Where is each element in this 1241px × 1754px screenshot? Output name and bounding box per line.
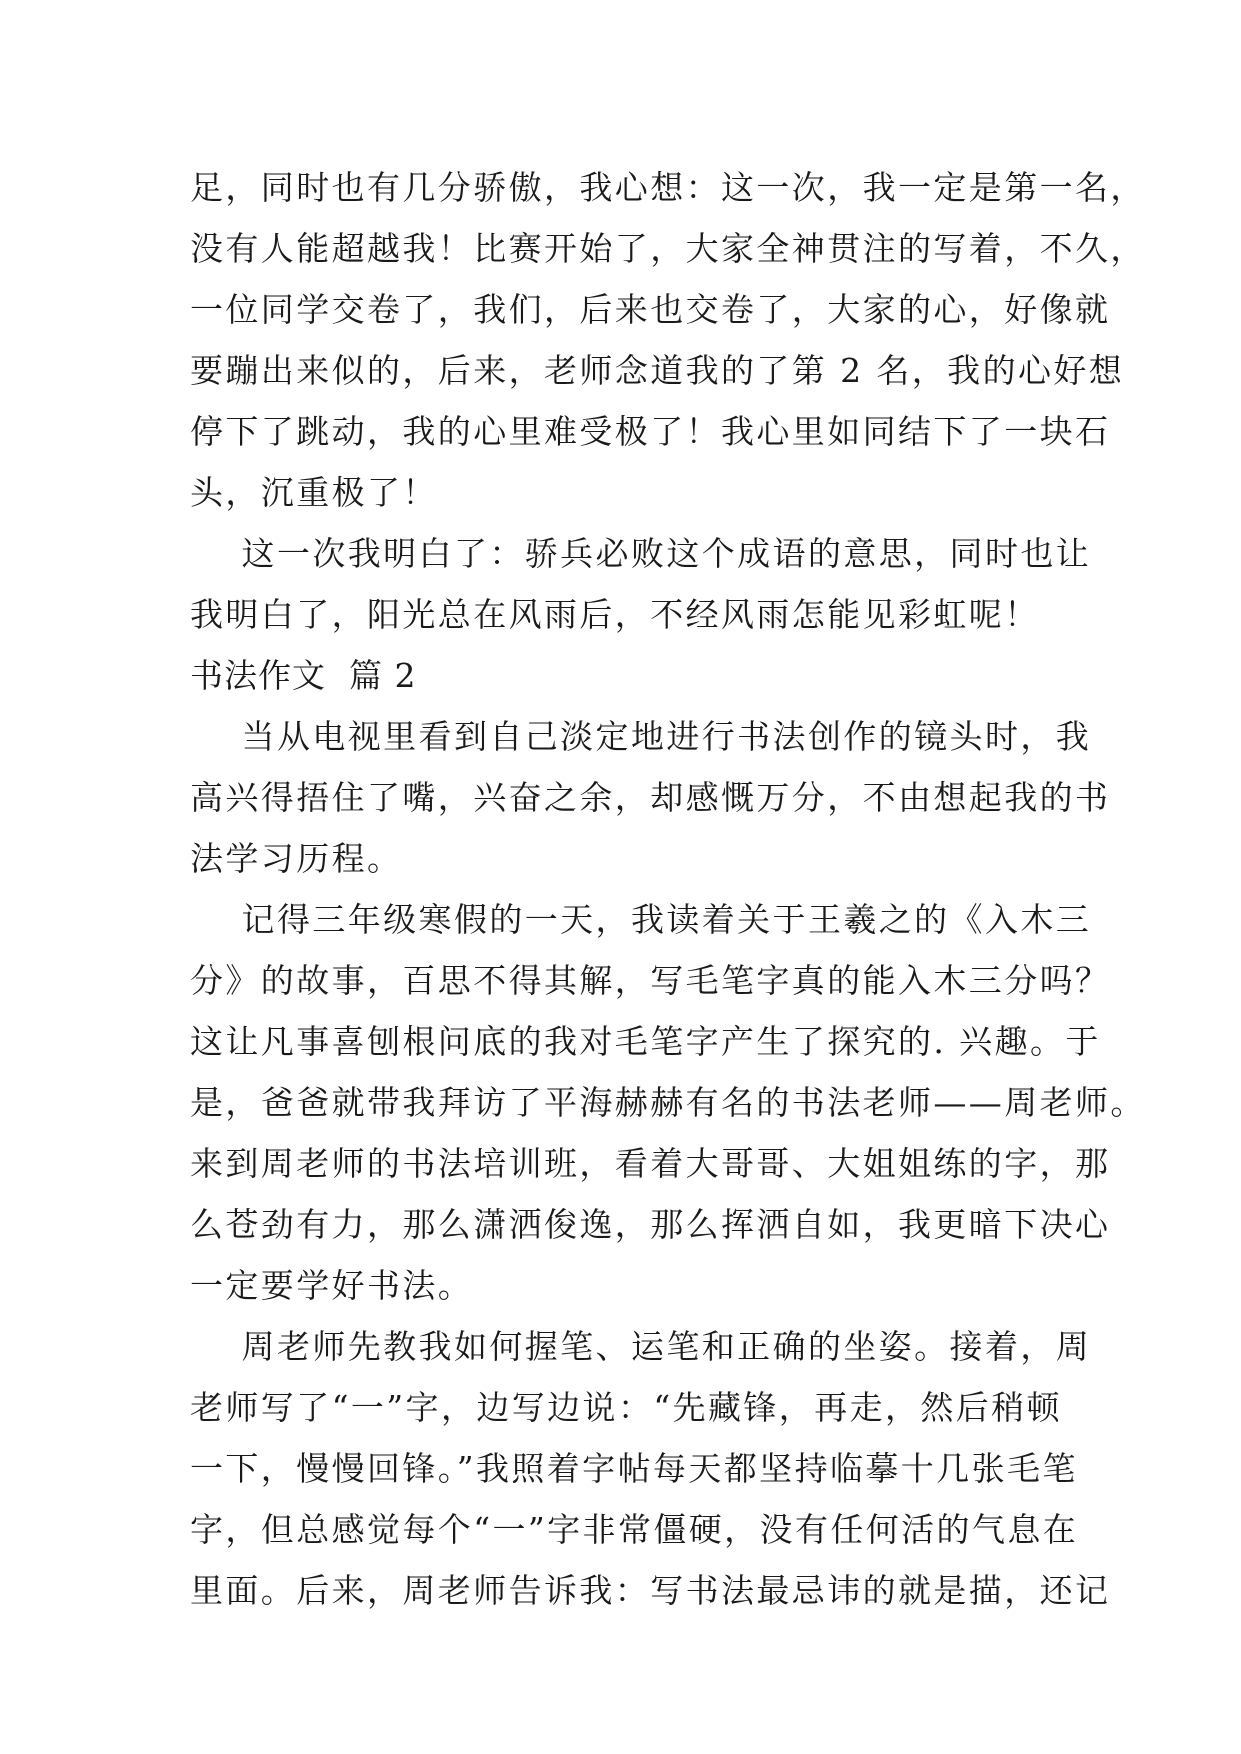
text-line: 么苍劲有力，那么潇洒俊逸，那么挥洒自如，我更暗下决心	[190, 1205, 1111, 1244]
text-line: 这让凡事喜刨根问底的我对毛笔字产生了探究的. 兴趣。于	[190, 1022, 1101, 1061]
text-line: 这一次我明白了：骄兵必败这个成语的意思，同时也让	[190, 534, 1092, 573]
text-line: 足，同时也有几分骄傲，我心想：这一次，我一定是第一名，	[190, 168, 1146, 207]
text-line: 老师写了“一”字，边写边说：“先藏锋，再走，然后稍顿	[190, 1388, 1063, 1427]
text-line: 停下了跳动，我的心里难受极了！我心里如同结下了一块石	[190, 412, 1111, 451]
text-line: 头，沉重极了！	[190, 473, 438, 512]
text-line: 里面。后来，周老师告诉我：写书法最忌讳的就是描，还记	[190, 1571, 1111, 1610]
text-line: 分》的故事，百思不得其解，写毛笔字真的能入木三分吗？	[190, 961, 1111, 1000]
text-line: 是，爸爸就带我拜访了平海赫赫有名的书法老师——周老师。	[190, 1083, 1146, 1122]
text-line: 我明白了，阳光总在风雨后，不经风雨怎能见彩虹呢！	[190, 595, 1040, 634]
text-line: 周老师先教我如何握笔、运笔和正确的坐姿。接着，周	[190, 1327, 1092, 1366]
text-line: 法学习历程。	[190, 839, 403, 878]
text-line: 一下，慢慢回锋。”我照着字帖每天都坚持临摹十几张毛笔	[190, 1449, 1078, 1488]
text-line: 要蹦出来似的，后来，老师念道我的了第 2 名，我的心好想	[190, 351, 1125, 390]
text-line: 一位同学交卷了，我们，后来也交卷了，大家的心，好像就	[190, 290, 1111, 329]
text-line: 没有人能超越我！比赛开始了，大家全神贯注的写着，不久，	[190, 229, 1146, 268]
text-line: 高兴得捂住了嘴，兴奋之余，却感慨万分，不由想起我的书	[190, 778, 1111, 817]
section-heading: 书法作文 篇 2	[190, 656, 417, 695]
text-line: 来到周老师的书法培训班，看着大哥哥、大姐姐练的字，那	[190, 1144, 1111, 1183]
text-line: 记得三年级寒假的一天，我读着关于王羲之的《入木三	[190, 900, 1092, 939]
text-line: 当从电视里看到自己淡定地进行书法创作的镜头时，我	[190, 717, 1092, 756]
text-line: 一定要学好书法。	[190, 1266, 474, 1305]
text-line: 字，但总感觉每个“一”字非常僵硬，没有任何活的气息在	[190, 1510, 1079, 1549]
